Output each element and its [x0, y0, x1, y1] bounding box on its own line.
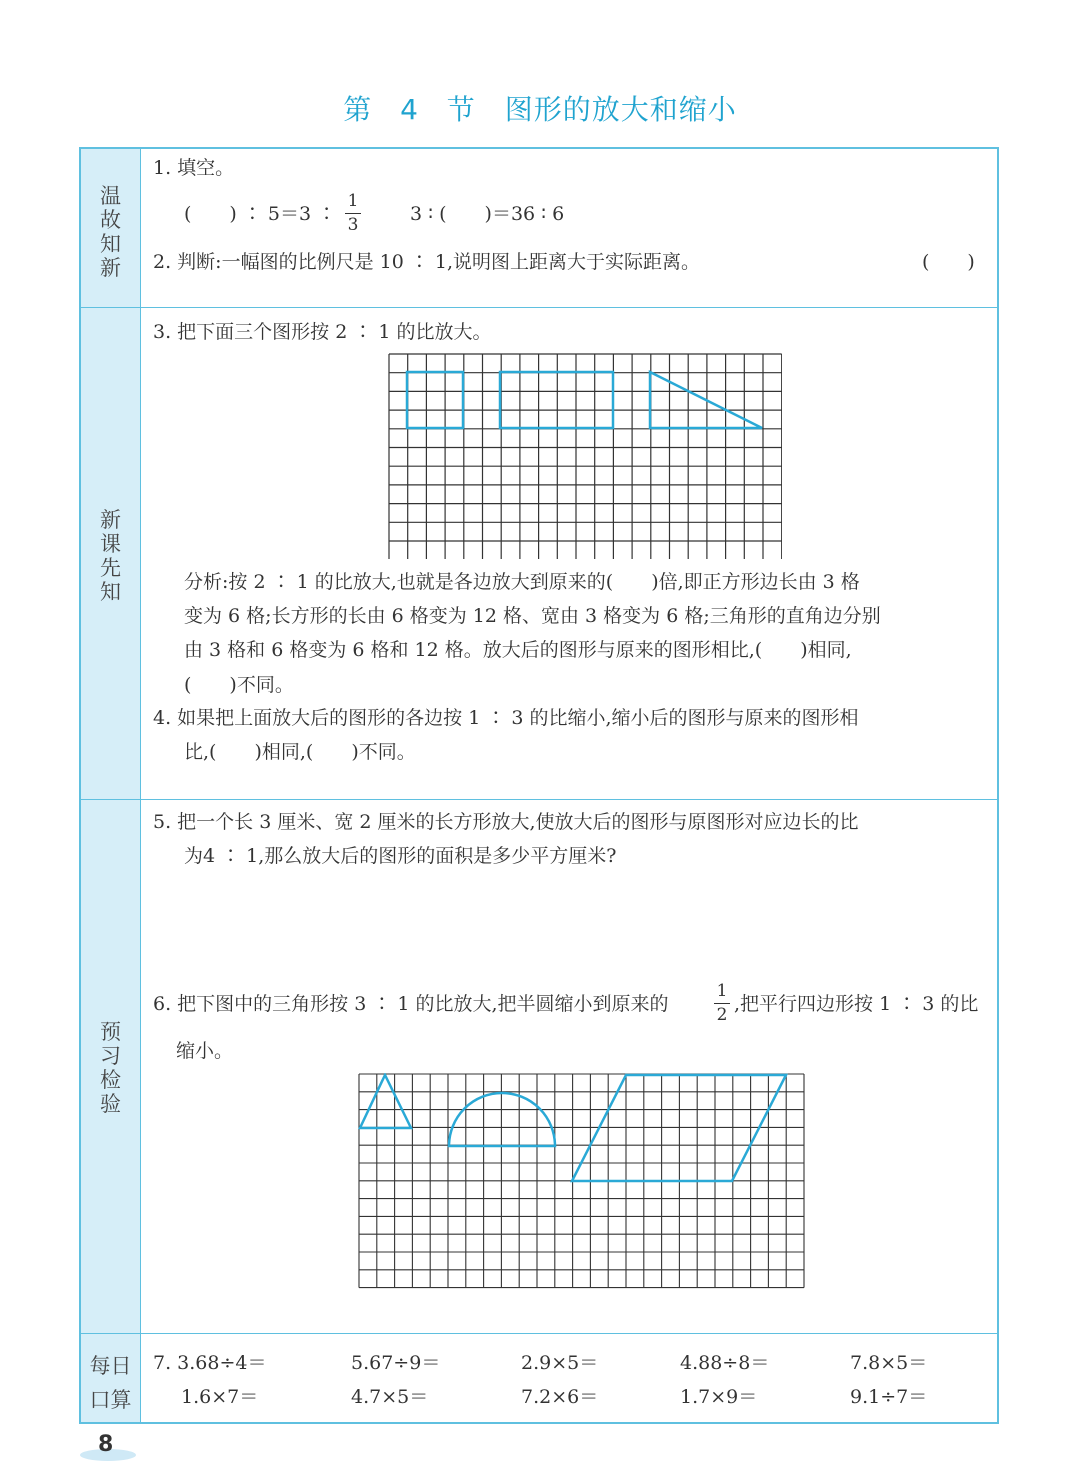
q6-line-1a: 6. 把下图中的三角形按 3 ∶ 1 的比放大,把半圆缩小到原来的 — [153, 993, 669, 1015]
page-title: 第 4 节 图形的放大和缩小 — [343, 93, 737, 126]
q3-analysis-line-1: 分析:按 2 ∶ 1 的比放大,也就是各边放大到原来的( )倍,即正方形边长由 3 格 — [184, 571, 860, 593]
q1-blank-a: ( ) ∶ 5＝3 ∶ — [184, 203, 337, 225]
section-label-char: 先 — [100, 556, 121, 580]
page-number: 8 — [98, 1432, 114, 1457]
q4-line-2: 比,( )相同,( )不同。 — [184, 741, 416, 763]
q6-line-2: 缩小。 — [176, 1040, 234, 1062]
q7-r1-c2: 5.67÷9＝ — [351, 1352, 441, 1374]
q5-line-2: 为4 ∶ 1,那么放大后的图形的面积是多少平方厘米? — [184, 845, 617, 867]
section-label-line: 口算 — [89, 1388, 132, 1412]
section-label-char: 知 — [100, 580, 121, 604]
section-label-review — [81, 184, 140, 280]
section-label-char: 习 — [100, 1044, 121, 1068]
grid-q6 — [358, 1073, 806, 1289]
q3-analysis-line-4: ( )不同。 — [184, 674, 294, 696]
q7-r2-c3: 7.2×6＝ — [521, 1386, 599, 1408]
section-label-char: 新 — [100, 256, 121, 280]
q1-heading: 1. 填空。 — [153, 157, 235, 179]
q5-line-1: 5. 把一个长 3 厘米、宽 2 厘米的长方形放大,使放大后的图形与原图形对应边长的比 — [153, 811, 859, 833]
section-label-char: 预 — [100, 1020, 121, 1044]
q7-r1-c5: 7.8×5＝ — [850, 1352, 928, 1374]
q7-r2-c4: 1.7×9＝ — [680, 1386, 758, 1408]
q3-heading: 3. 把下面三个图形按 2 ∶ 1 的比放大。 — [153, 321, 492, 343]
q7-r2-c2: 4.7×5＝ — [351, 1386, 429, 1408]
q1-frac-numerator: 1 — [347, 191, 359, 211]
column-divider — [140, 149, 141, 1423]
q6-line-1b: ,把平行四边形按 1 ∶ 3 的比 — [734, 993, 979, 1015]
row-divider-1 — [79, 307, 999, 308]
q7-r1-c4: 4.88÷8＝ — [680, 1352, 770, 1374]
section-label-char: 温 — [100, 184, 121, 208]
q1-frac-bar — [345, 213, 361, 214]
q4-line-1: 4. 如果把上面放大后的图形的各边按 1 ∶ 3 的比缩小,缩小后的图形与原来的图形相 — [153, 707, 859, 729]
row-divider-2 — [79, 799, 999, 800]
q6-frac-denominator: 2 — [716, 1005, 728, 1025]
section-label-char: 新 — [100, 508, 121, 532]
semicircle-shape — [449, 1093, 555, 1146]
grid-q3 — [388, 353, 782, 559]
q7-r1-c1: 7. 3.68÷4＝ — [153, 1352, 267, 1374]
triangle-shape — [360, 1075, 411, 1128]
section-label-preview-check — [81, 1020, 140, 1116]
q7-r2-c1: 1.6×7＝ — [181, 1386, 259, 1408]
q2-text: 2. 判断:一幅图的比例尺是 10 ∶ 1,说明图上距离大于实际距离。 — [153, 251, 700, 273]
q1-blank-b: 3 ∶ ( )＝36 ∶ 6 — [410, 203, 565, 225]
q2-answer-paren: ( ) — [922, 251, 975, 273]
q3-analysis-line-3: 由 3 格和 6 格变为 6 格和 12 格。放大后的图形与原来的图形相比,( )相同, — [184, 639, 852, 661]
q6-frac-numerator: 1 — [716, 981, 728, 1001]
section-label-char: 课 — [100, 532, 121, 556]
q3-analysis-line-2: 变为 6 格;长方形的长由 6 格变为 12 格、宽由 3 格变为 6 格;三角形的直角边分别 — [184, 605, 881, 627]
section-label-daily-calc — [81, 1349, 140, 1417]
q7-r2-c5: 9.1÷7＝ — [850, 1386, 928, 1408]
small-rectangle-shape — [500, 372, 613, 428]
q7-r1-c3: 2.9×5＝ — [521, 1352, 599, 1374]
section-label-line: 每日 — [89, 1354, 132, 1378]
q6-frac-bar — [714, 1003, 730, 1004]
small-right-triangle-shape — [650, 372, 762, 428]
section-label-char: 知 — [100, 232, 121, 256]
section-label-new-lesson — [81, 508, 140, 604]
q1-frac-denominator: 3 — [347, 215, 359, 235]
section-label-char: 检 — [100, 1068, 121, 1092]
section-label-char: 验 — [100, 1092, 121, 1116]
row-divider-3 — [79, 1333, 999, 1334]
section-label-char: 故 — [100, 208, 121, 232]
small-square-shape — [407, 372, 463, 428]
